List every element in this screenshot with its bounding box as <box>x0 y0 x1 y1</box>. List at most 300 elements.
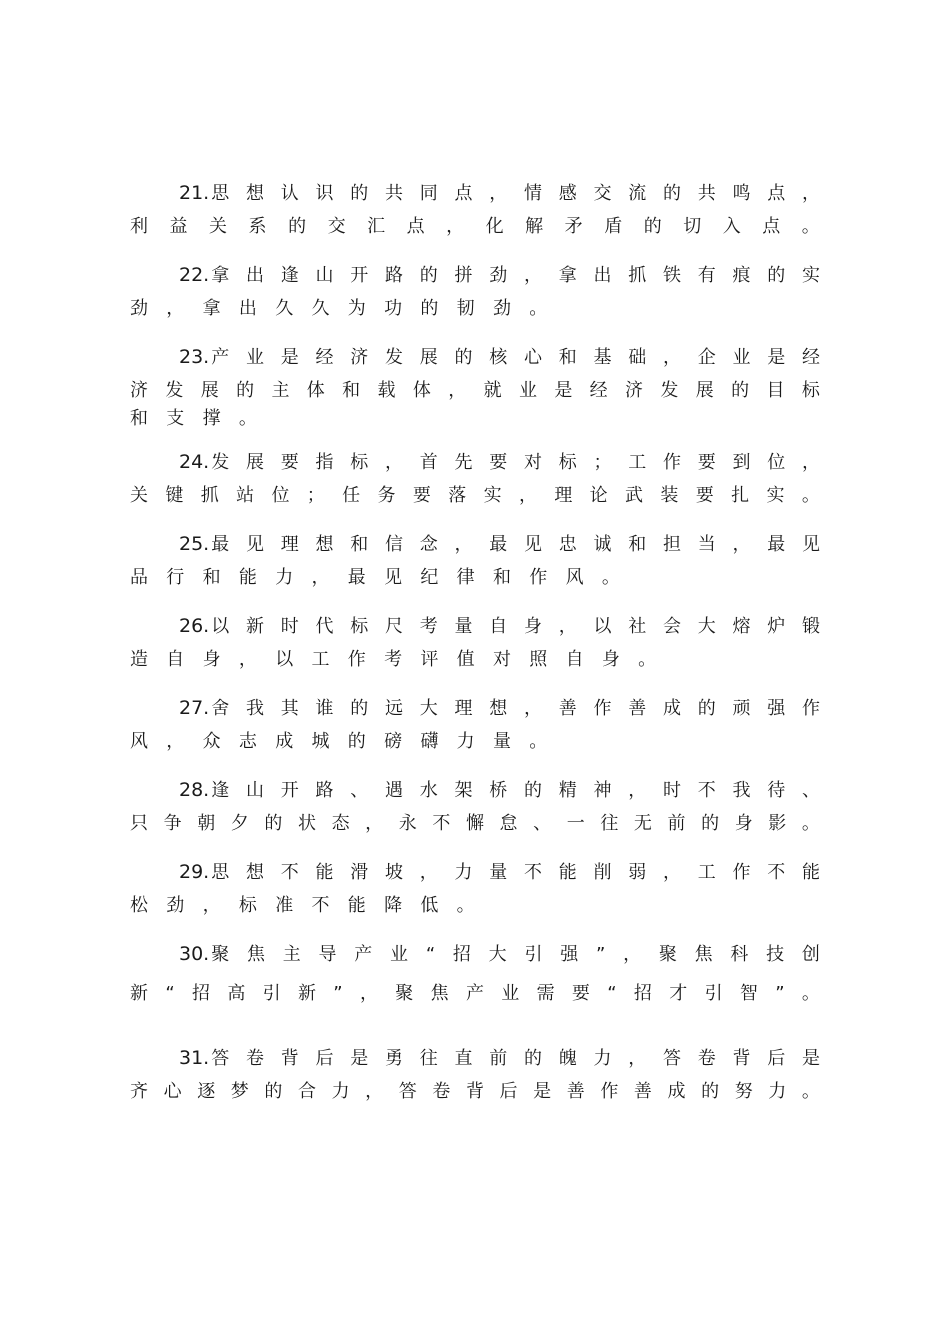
item-first-line <box>130 855 820 889</box>
text-char: 风 <box>130 731 148 752</box>
text-char: 卷 <box>432 1081 451 1102</box>
text-char: 标 <box>801 380 820 401</box>
text-char: 久 <box>311 298 330 319</box>
text-char: 理 <box>454 698 473 719</box>
text-char: 强 <box>767 698 786 719</box>
text-char: 山 <box>245 780 264 801</box>
text-char: 出 <box>593 265 612 286</box>
text-char: 产 <box>211 347 230 368</box>
text-char: 的 <box>454 347 473 368</box>
text-char: 要 <box>489 452 508 473</box>
text-char: 标 <box>350 616 369 637</box>
text-char: 对 <box>492 649 511 670</box>
text-char: 务 <box>377 485 396 506</box>
text-char: 评 <box>420 649 439 670</box>
item-text-line <box>211 692 820 726</box>
text-char: 产 <box>465 983 484 1004</box>
item-text-line <box>211 774 820 808</box>
text-char: 。 <box>801 1081 820 1102</box>
text-char: 考 <box>384 649 403 670</box>
text-char: 能 <box>315 862 334 883</box>
text-char: 经 <box>315 347 334 368</box>
text-char: 导 <box>318 944 337 965</box>
text-char: 站 <box>236 485 255 506</box>
text-char: ， <box>623 944 642 965</box>
text-char: 功 <box>384 298 403 319</box>
text-char: 的 <box>420 298 439 319</box>
text-char: 基 <box>593 347 612 368</box>
text-char: 汇 <box>367 216 386 237</box>
item-first-line <box>130 445 820 479</box>
text-char: ， <box>801 452 820 473</box>
text-char: 善 <box>566 1081 585 1102</box>
item-first-line <box>130 609 820 643</box>
item-number: 21. <box>179 182 210 204</box>
text-char: 力 <box>275 567 294 588</box>
item-text-line <box>211 528 820 562</box>
text-char: ， <box>166 731 185 752</box>
text-char: 。 <box>801 485 820 506</box>
text-char: 谁 <box>315 698 334 719</box>
text-char: ， <box>166 298 185 319</box>
item-text-line <box>211 856 820 890</box>
text-char: 力 <box>593 1048 612 1069</box>
text-char: ， <box>628 1048 647 1069</box>
text-char: 的 <box>419 265 438 286</box>
item-text-line <box>130 1075 820 1109</box>
item-text-line <box>211 177 820 211</box>
text-char: 懈 <box>465 813 484 834</box>
text-char: 展 <box>419 347 438 368</box>
text-char: 智 <box>739 983 758 1004</box>
text-char: 情 <box>523 183 542 204</box>
text-char: 尺 <box>384 616 403 637</box>
text-char: 和 <box>558 347 577 368</box>
text-char: 诚 <box>593 534 612 555</box>
text-char: 主 <box>282 944 301 965</box>
text-char: ， <box>446 216 465 237</box>
text-char: 作 <box>732 862 751 883</box>
text-char: 逢 <box>280 265 299 286</box>
text-char: 量 <box>454 616 473 637</box>
text-char: 焦 <box>430 983 449 1004</box>
text-char: 努 <box>734 1081 753 1102</box>
text-char: 武 <box>625 485 644 506</box>
text-char: 一 <box>566 813 585 834</box>
text-char: 见 <box>384 567 403 588</box>
text-char: 招 <box>452 944 471 965</box>
text-char: 识 <box>315 183 334 204</box>
text-char: 大 <box>488 944 507 965</box>
text-char: 工 <box>311 649 330 670</box>
text-char: 桥 <box>489 780 508 801</box>
text-char: 要 <box>697 452 716 473</box>
text-char: 纪 <box>420 567 439 588</box>
text-char: 担 <box>662 534 681 555</box>
text-char: 位 <box>271 485 290 506</box>
text-char: 量 <box>492 731 511 752</box>
text-char: 朝 <box>197 813 216 834</box>
text-char: “ <box>165 983 175 1004</box>
item-text-line <box>130 643 820 677</box>
text-char: 时 <box>280 616 299 637</box>
text-char: 松 <box>130 895 148 916</box>
text-char: ， <box>523 265 542 286</box>
text-char: 作 <box>801 698 820 719</box>
text-char: 开 <box>350 265 369 286</box>
item-text-line <box>130 292 820 326</box>
text-char: 。 <box>638 649 657 670</box>
text-char: 实 <box>801 265 820 286</box>
text-char: 焦 <box>246 944 265 965</box>
text-char: 自 <box>489 616 508 637</box>
text-char: 作 <box>593 698 612 719</box>
text-char: 是 <box>280 347 299 368</box>
text-char: 点 <box>454 183 473 204</box>
text-char: 科 <box>730 944 749 965</box>
text-char: 标 <box>558 452 577 473</box>
text-char: 成 <box>275 731 294 752</box>
text-char: 点 <box>767 183 786 204</box>
text-char: 交 <box>327 216 346 237</box>
text-char: 的 <box>731 380 750 401</box>
text-char: 先 <box>454 452 473 473</box>
text-char: 的 <box>288 216 307 237</box>
item-number: 22. <box>179 264 210 286</box>
text-char: 自 <box>166 649 185 670</box>
text-char: 力 <box>768 1081 787 1102</box>
text-char: 以 <box>593 616 612 637</box>
text-char: ， <box>489 183 508 204</box>
text-char: 共 <box>384 183 403 204</box>
text-char: 体 <box>306 380 325 401</box>
text-char: 忠 <box>558 534 577 555</box>
text-char: 身 <box>734 813 753 834</box>
text-char: ” <box>595 944 606 965</box>
text-char: 不 <box>767 862 786 883</box>
text-char: 不 <box>311 895 330 916</box>
text-char: 心 <box>523 347 542 368</box>
text-char: 标 <box>350 452 369 473</box>
text-char: 遇 <box>384 780 403 801</box>
text-char: 的 <box>523 1048 542 1069</box>
text-char: 、 <box>533 813 552 834</box>
text-char: 业 <box>518 380 537 401</box>
text-char: 撑 <box>202 408 221 429</box>
text-char: 的 <box>662 183 681 204</box>
text-char: ， <box>662 862 681 883</box>
text-char: 开 <box>280 780 299 801</box>
item-number: 26. <box>179 615 210 637</box>
text-char: 善 <box>558 698 577 719</box>
item-first-line <box>130 258 820 292</box>
text-char: 引 <box>524 944 543 965</box>
text-char: 作 <box>529 567 548 588</box>
text-char: 础 <box>628 347 647 368</box>
text-char: 精 <box>558 780 577 801</box>
text-char: 争 <box>163 813 182 834</box>
text-char: 梦 <box>230 1081 249 1102</box>
text-char: 为 <box>347 298 366 319</box>
text-char: 和 <box>628 534 647 555</box>
text-char: ， <box>359 983 378 1004</box>
text-char: 共 <box>697 183 716 204</box>
list-item <box>130 855 820 923</box>
text-char: ， <box>311 567 330 588</box>
text-char: 、 <box>801 780 820 801</box>
text-char: 聚 <box>658 944 677 965</box>
item-text-line <box>211 259 820 293</box>
text-char: 降 <box>384 895 403 916</box>
text-char: 认 <box>280 183 299 204</box>
text-char: 永 <box>398 813 417 834</box>
text-char: 关 <box>209 216 228 237</box>
text-char: 新 <box>245 616 264 637</box>
text-char: 最 <box>347 567 366 588</box>
text-char: 同 <box>419 183 438 204</box>
text-char: ” <box>333 983 343 1004</box>
text-char: 要 <box>571 983 590 1004</box>
text-char: 。 <box>529 731 548 752</box>
text-char: 感 <box>558 183 577 204</box>
text-char: 经 <box>801 347 820 368</box>
text-char: 的 <box>264 1081 283 1102</box>
text-char: ， <box>448 380 467 401</box>
text-char: 考 <box>419 616 438 637</box>
text-char: 目 <box>766 380 785 401</box>
text-char: 化 <box>485 216 504 237</box>
item-first-line <box>130 691 820 725</box>
text-char: 炉 <box>767 616 786 637</box>
text-char: 作 <box>600 1081 619 1102</box>
text-char: 招 <box>191 983 210 1004</box>
text-char: 是 <box>767 347 786 368</box>
text-char: 展 <box>200 380 219 401</box>
text-char: 才 <box>669 983 688 1004</box>
text-char: ， <box>202 895 221 916</box>
text-char: 顽 <box>732 698 751 719</box>
item-text-line <box>130 479 820 513</box>
text-char: 不 <box>432 813 451 834</box>
text-char: 拿 <box>211 265 230 286</box>
text-char: 流 <box>628 183 647 204</box>
text-char: 坡 <box>384 862 403 883</box>
text-char: 济 <box>130 380 148 401</box>
list-item <box>130 773 820 841</box>
text-char: 社 <box>628 616 647 637</box>
text-char: 最 <box>211 534 230 555</box>
text-char: 时 <box>662 780 681 801</box>
item-text-line <box>211 341 820 375</box>
text-char: 见 <box>245 534 264 555</box>
text-char: 削 <box>593 862 612 883</box>
text-char: 、 <box>350 780 369 801</box>
item-text-line <box>130 561 820 595</box>
text-char: 的 <box>697 698 716 719</box>
text-char: 对 <box>523 452 542 473</box>
text-char: 久 <box>275 298 294 319</box>
text-char: 照 <box>529 649 548 670</box>
text-char: 能 <box>558 862 577 883</box>
text-char: 后 <box>315 1048 334 1069</box>
text-char: 拿 <box>202 298 221 319</box>
text-char: 身 <box>523 616 542 637</box>
text-char: 魄 <box>558 1048 577 1069</box>
text-char: “ <box>607 983 617 1004</box>
text-char: 最 <box>767 534 786 555</box>
text-char: 业 <box>390 944 409 965</box>
text-char: 不 <box>280 862 299 883</box>
text-char: 业 <box>245 347 264 368</box>
text-char: 就 <box>483 380 502 401</box>
text-char: 想 <box>245 183 264 204</box>
text-char: 产 <box>354 944 373 965</box>
text-char: 。 <box>601 567 620 588</box>
text-char: 力 <box>456 731 475 752</box>
text-char: 济 <box>625 380 644 401</box>
text-char: 发 <box>384 347 403 368</box>
text-char: ， <box>365 1081 384 1102</box>
text-char: 位 <box>767 452 786 473</box>
text-char: 主 <box>271 380 290 401</box>
text-char: 思 <box>211 183 230 204</box>
text-char: 见 <box>523 534 542 555</box>
text-char: ， <box>628 780 647 801</box>
text-char: 。 <box>801 983 820 1004</box>
text-char: 支 <box>166 408 185 429</box>
text-char: 出 <box>238 298 257 319</box>
item-text-line <box>211 446 820 480</box>
text-char: 和 <box>130 408 148 429</box>
text-char: 身 <box>202 649 221 670</box>
text-char: 的 <box>643 216 662 237</box>
text-char: 发 <box>660 380 679 401</box>
text-char: 的 <box>350 183 369 204</box>
text-char: ， <box>558 616 577 637</box>
text-char: 以 <box>275 649 294 670</box>
text-char: 其 <box>280 698 299 719</box>
text-char: 的 <box>350 698 369 719</box>
text-char: 体 <box>412 380 431 401</box>
text-char: 的 <box>701 1081 720 1102</box>
text-char: 要 <box>695 485 714 506</box>
text-char: 后 <box>767 1048 786 1069</box>
item-number: 30. <box>179 943 210 965</box>
text-char: 我 <box>732 780 751 801</box>
item-text-line <box>130 725 820 759</box>
item-number: 23. <box>179 346 210 368</box>
text-char: 勇 <box>384 1048 403 1069</box>
item-number: 28. <box>179 779 210 801</box>
text-char: 的 <box>236 380 255 401</box>
text-char: 鸣 <box>732 183 751 204</box>
text-char: 键 <box>165 485 184 506</box>
list-item <box>130 258 820 326</box>
text-char: 怠 <box>499 813 518 834</box>
text-char: 。 <box>801 216 820 237</box>
text-char: 成 <box>667 1081 686 1102</box>
list-item <box>130 176 820 244</box>
text-char: 的 <box>347 731 366 752</box>
item-text-line <box>130 889 820 923</box>
text-char: 引 <box>262 983 281 1004</box>
text-char: 锻 <box>801 616 820 637</box>
text-char: 拿 <box>558 265 577 286</box>
item-first-line <box>130 340 820 374</box>
text-char: 指 <box>315 452 334 473</box>
text-char: 扎 <box>731 485 750 506</box>
text-char: ， <box>238 649 257 670</box>
text-char: 能 <box>801 862 820 883</box>
text-char: 无 <box>633 813 652 834</box>
text-char: 拼 <box>454 265 473 286</box>
item-number: 27. <box>179 697 210 719</box>
text-char: 关 <box>130 485 148 506</box>
text-char: 发 <box>165 380 184 401</box>
item-first-line <box>130 527 820 561</box>
item-text-line <box>130 408 820 430</box>
text-char: 不 <box>697 780 716 801</box>
item-text-line <box>211 610 820 644</box>
text-char: 舍 <box>211 698 230 719</box>
list-item <box>130 609 820 677</box>
text-char: 思 <box>211 862 230 883</box>
text-char: 聚 <box>395 983 414 1004</box>
item-text-line <box>130 210 820 244</box>
text-char: 工 <box>697 862 716 883</box>
text-char: 善 <box>633 1081 652 1102</box>
text-char: 企 <box>697 347 716 368</box>
text-char: 前 <box>489 1048 508 1069</box>
text-char: 点 <box>762 216 781 237</box>
text-char: 值 <box>456 649 475 670</box>
text-char: 的 <box>523 780 542 801</box>
text-char: 论 <box>589 485 608 506</box>
text-char: 后 <box>499 1081 518 1102</box>
text-char: 。 <box>456 895 475 916</box>
item-first-line <box>130 176 820 210</box>
text-char: 准 <box>275 895 294 916</box>
text-char: 是 <box>533 1081 552 1102</box>
text-char: 切 <box>683 216 702 237</box>
text-char: 神 <box>593 780 612 801</box>
text-char: 任 <box>342 485 361 506</box>
text-char: 聚 <box>211 944 230 965</box>
text-char: 技 <box>766 944 785 965</box>
text-char: 痕 <box>732 265 751 286</box>
text-char: 大 <box>419 698 438 719</box>
text-char: 到 <box>732 452 751 473</box>
text-char: 背 <box>732 1048 751 1069</box>
text-char: 首 <box>419 452 438 473</box>
text-char: 身 <box>601 649 620 670</box>
text-char: 状 <box>297 813 316 834</box>
text-char: 自 <box>565 649 584 670</box>
text-char: 力 <box>331 1081 350 1102</box>
text-char: 韧 <box>456 298 475 319</box>
text-char: ， <box>384 452 403 473</box>
text-char: 念 <box>419 534 438 555</box>
item-first-line <box>130 937 820 971</box>
text-char: 齐 <box>130 1081 148 1102</box>
item-text-line <box>130 807 820 841</box>
text-char: ； <box>306 485 325 506</box>
text-char: 盾 <box>604 216 623 237</box>
text-char: 心 <box>163 1081 182 1102</box>
text-char: 。 <box>529 298 548 319</box>
text-char: 和 <box>342 380 361 401</box>
text-char: 前 <box>667 813 686 834</box>
